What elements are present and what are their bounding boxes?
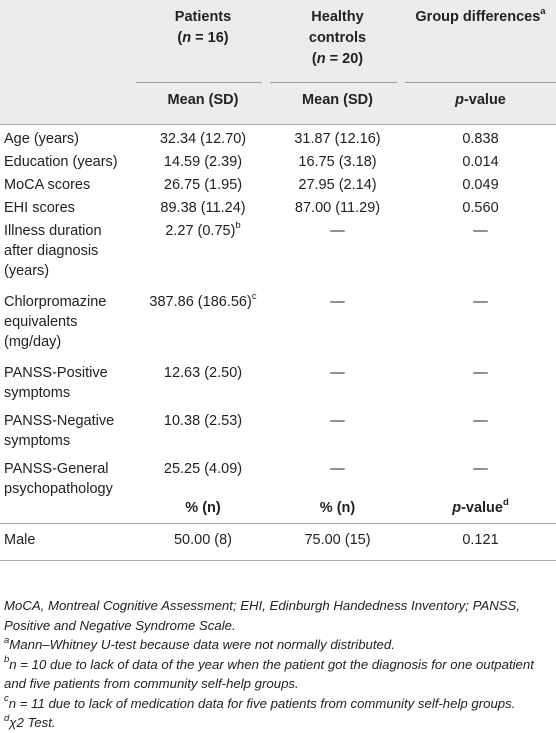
table-row: MoCA scores 26.75 (1.95) 27.95 (2.14) 0.049 — [4, 177, 499, 193]
footnote-a: $^a$Mann–Whitney U-test because data were not normally distributed. — [4, 634, 395, 652]
footnote-d: $^d$χ2 Test. — [4, 712, 56, 730]
header-controls: Healthy controls (n = 20) — [270, 0, 405, 89]
footnote-c: $^c$n = 11 due to lack of medication data for five patients from community self-help groups. — [4, 693, 516, 711]
table-row: Education (years) 14.59 (2.39) 16.75 (3.18) 0.014 — [4, 154, 499, 170]
row-patients: 2.27 $(0.75)^b$ — [165, 220, 241, 239]
row-patients: 387.86 $(186.56)^c$ — [149, 291, 257, 310]
subheader-patients: Mean (SD) — [167, 92, 239, 108]
table-row: PANSS-General psychopathology 25.25 (4.09) — — — [0, 453, 556, 500]
header-underline — [136, 82, 262, 83]
percent-pvalue-header: p-value$^d$ — [405, 500, 556, 524]
table-row: Chlorpromazine equivalents (mg/day) 387.86 $(186.56)^c$ — — — [0, 284, 556, 355]
row-label: Chlorpromazine equivalents (mg/day) — [4, 294, 107, 350]
subheader-controls: Mean (SD) — [302, 92, 373, 108]
percent-header-row: % (n) % (n) p-value$^d$ — [0, 500, 556, 524]
header-patients: Patients (n = 16) — [136, 0, 270, 89]
table-row: Illness duration after diagnosis (years) 2.27 $(0.75)^b$ — — — [0, 221, 556, 284]
header-row — [0, 0, 556, 89]
subheader-pvalue: p-value — [455, 92, 506, 108]
table-row: PANSS-Negative symptoms 10.38 (2.53) — — — [0, 405, 556, 453]
row-label: Illness duration after diagnosis (years) — [4, 223, 102, 279]
table-row: PANSS-Positive symptoms 12.63 (2.50) — — — [0, 355, 556, 405]
row-label: PANSS-General psychopathology — [4, 461, 113, 497]
footnote-b: $^b$n = 10 due to lack of data of the year when the patient got the diagnosis for one outpatient and five patients from community self-help groups. — [4, 654, 534, 691]
controls-n: (n = 20) — [311, 51, 364, 67]
corner-cell — [0, 0, 136, 89]
table-row: Age (years) 32.34 (12.70) 31.87 (12.16) 0.838 — [0, 125, 556, 153]
header-underline — [270, 82, 397, 83]
header-underline — [405, 82, 556, 83]
subheader-row — [0, 89, 556, 125]
footnote-abbreviations: MoCA, Montreal Cognitive Assessment; EHI, Edinburgh Handedness Inventory; PANSS, Positive and Negative Syndrome Scale. — [4, 598, 521, 633]
header-group-differences: Group differences$^a$ — [405, 0, 556, 89]
table-row: Male 50.00 (8) 75.00 (15) 0.121 — [0, 524, 556, 561]
row-label: PANSS-Negative symptoms — [4, 413, 115, 449]
row-label: PANSS-Positive symptoms — [4, 365, 108, 401]
table-row: EHI scores 89.38 (11.24) 87.00 (11.29) 0.560 — [4, 200, 499, 216]
table-footnotes — [4, 596, 552, 733]
patients-n: (n = 16) — [177, 30, 229, 46]
